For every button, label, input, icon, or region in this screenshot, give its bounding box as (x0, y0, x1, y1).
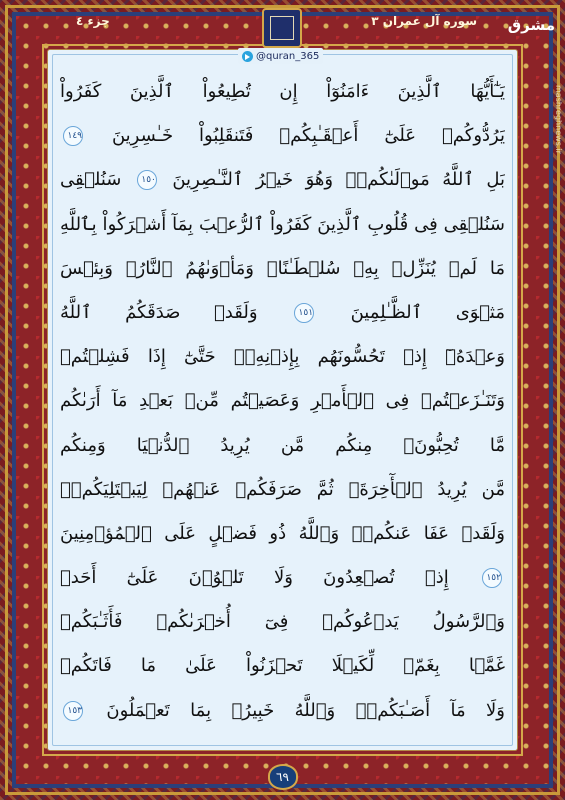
verse-text: سَنُلۡقِى فِى قُلُوبِ ٱلَّذِينَ كَفَرُواْ ٱلرُّعۡبَ بِمَآ أَشۡرَكُواْ بِٱللَّهِ (60, 213, 505, 235)
verses-block (60, 70, 505, 730)
surah-label: سوره آل عمران ۳ (371, 14, 477, 28)
verse-text: يَرُدُّوكُمۡ عَلَىٰٓ أَعۡقَـٰبِكُمۡ فَتَنقَلِبُواْ خَـٰسِرِينَ (111, 125, 505, 147)
verse-text: وَٱلرَّسُولُ يَدۡعُوكُمۡ فِىٓ أُخۡرَىٰكُمۡ فَأَثَـٰبَكُمۡ (60, 611, 505, 633)
verse-line (60, 114, 505, 158)
verse-text: وَلَقَدۡ صَدَقَكُمُ ٱللَّهُ (60, 301, 258, 323)
verse-text: مَّن يُرِيدُ ٱلۡأٓخِرَةَۚ ثُمَّ صَرَفَكُمۡ عَنۡهُمۡ لِيَبۡتَلِيَكُمۡۖ (60, 478, 505, 500)
watermark-logo: مشرق (507, 16, 555, 34)
verse-text: بَلِ ٱللَّهُ مَوۡلَىٰكُمۡۖ وَهُوَ خَيۡرُ ٱلنَّـٰصِرِينَ (172, 169, 505, 191)
handle-text: @quran_365 (256, 50, 320, 62)
verse-line (60, 556, 505, 600)
verse-line (60, 379, 505, 423)
verse-line (60, 468, 505, 512)
ayah-marker-icon: ١٥٢ (482, 568, 502, 588)
verse-line (60, 247, 505, 291)
verse-text: مَّا تُحِبُّونَۚ مِنكُم مَّن يُرِيدُ ٱلدُّنۡيَا وَمِنكُم (60, 434, 505, 456)
verse-line (60, 512, 505, 556)
ayah-marker-icon: ١٥٠ (137, 170, 157, 190)
verse-line (60, 600, 505, 644)
ayah-marker-icon: ١٤٩ (63, 126, 83, 146)
watermark-site: mashreghnews.ir (554, 85, 563, 154)
verse-text: يَـٰٓأَيُّهَا ٱلَّذِينَ ءَامَنُوٓاْ إِن تُطِيعُواْ ٱلَّذِينَ كَفَرُواْ (60, 81, 505, 102)
verse-text: وَلَقَدۡ عَفَا عَنكُمۡۗ وَٱللَّهُ ذُو فَضۡلٍ عَلَى ٱلۡمُؤۡمِنِينَ (60, 522, 505, 544)
verse-line (60, 158, 505, 202)
verse-text: وَتَنَـٰزَعۡتُمۡ فِى ٱلۡأَمۡرِ وَعَصَيۡتُم مِّنۢ بَعۡدِ مَآ أَرَىٰكُم (60, 390, 505, 412)
telegram-icon (242, 51, 253, 62)
channel-handle[interactable] (238, 48, 323, 64)
verse-text: وَلَا مَآ أَصَـٰبَكُمۡۗ وَٱللَّهُ خَبِيرُۢ بِمَا تَعۡمَلُونَ (106, 699, 505, 721)
verse-text: مَثۡوَى ٱلظَّـٰلِمِينَ (350, 301, 505, 323)
verse-line (60, 203, 505, 247)
verse-text: غَمَّۢا بِغَمّٖ لِّكَيۡلَا تَحۡزَنُواْ عَلَىٰ مَا فَاتَكُمۡ (60, 655, 505, 677)
verse-line (60, 424, 505, 468)
verse-line (60, 291, 505, 335)
ayah-marker-icon: ١٥١ (294, 303, 314, 323)
verse-text: مَا لَمۡ يُنَزِّلۡ بِهِۦ سُلۡطَـٰنًاۖ وَمَأۡوَىٰهُمُ ٱلنَّارُۖ وَبِئۡسَ (60, 257, 505, 279)
page-number: ٦٩ (268, 764, 298, 790)
verse-line (60, 689, 505, 733)
logo-calligraphy (270, 16, 294, 40)
verse-line (60, 335, 505, 379)
verse-text: إِذۡ تُصۡعِدُونَ وَلَا تَلۡوُۥنَ عَلَىٰٓ أَحَدٖ (60, 567, 449, 589)
juz-label: جزء ٤ (76, 14, 110, 28)
verse-text: وَعۡدَهُۥٓ إِذۡ تَحُسُّونَهُم بِإِذۡنِهِۦۖ حَتَّىٰٓ إِذَا فَشِلۡتُمۡ (60, 346, 505, 368)
ayah-marker-icon: ١٥٣ (63, 701, 83, 721)
verse-line (60, 644, 505, 688)
verse-text: سَنُلۡقِى (60, 169, 122, 191)
verse-line (60, 70, 505, 114)
quran-logo-icon (262, 8, 302, 48)
